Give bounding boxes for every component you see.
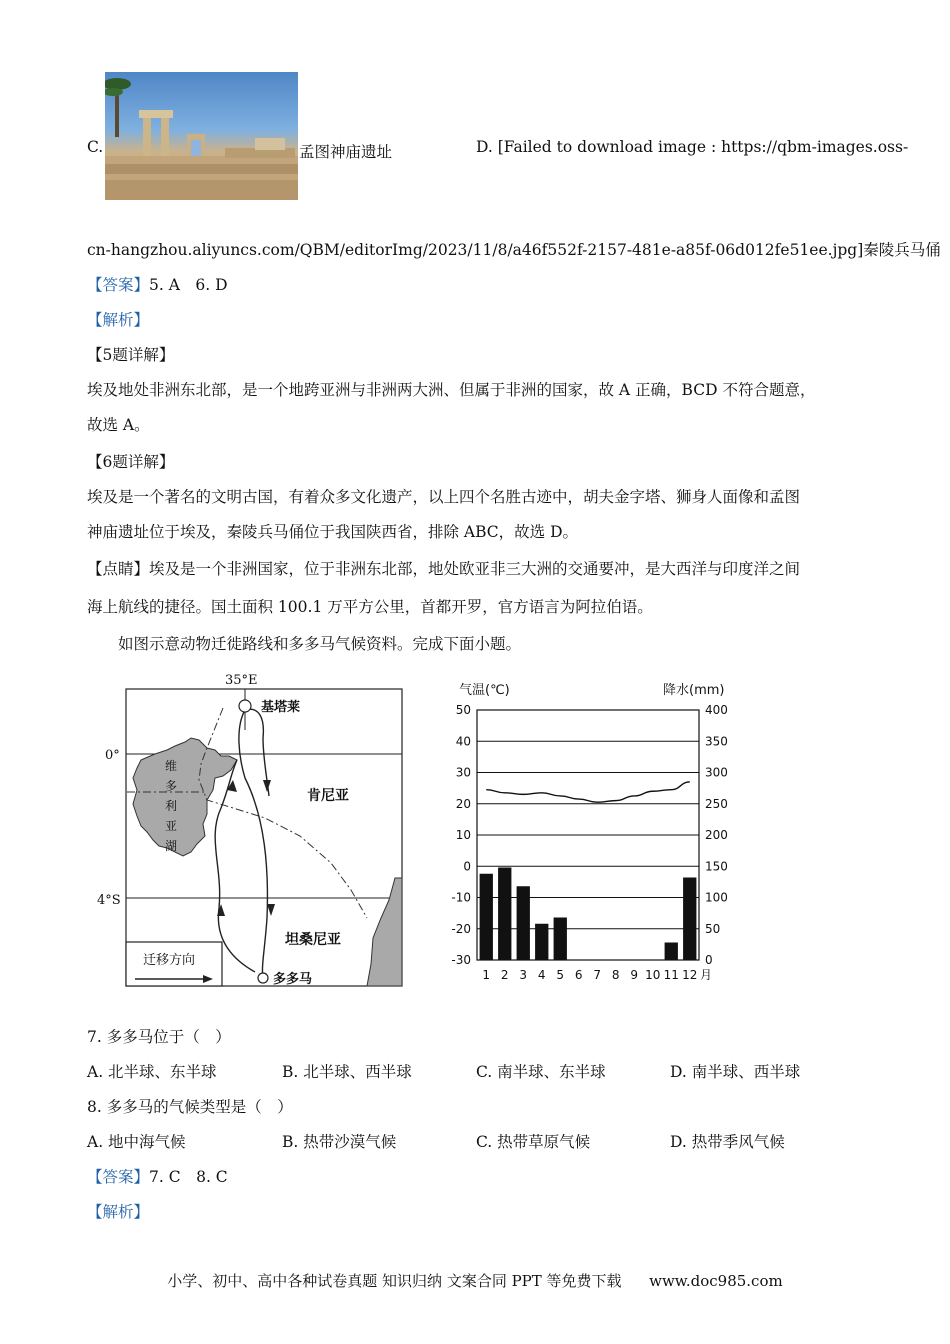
- lake-label-3: 亚: [165, 819, 178, 833]
- q6-line1: 埃及是一个著名的文明古国，有着众多文化遗产，以上四个名胜古迹中，胡夫金字塔、狮身人面像和孟图: [87, 488, 801, 506]
- temp-tick-label: 0: [463, 859, 471, 874]
- q8-option-b: B. 热带沙漠气候: [282, 1133, 397, 1151]
- precip-bar: [665, 943, 678, 961]
- q5-line2: 故选 A。: [87, 416, 150, 434]
- precip-tick-label: 400: [705, 703, 728, 717]
- answer-text: 5. A 6. D: [149, 276, 228, 294]
- precip-tick-label: 350: [705, 734, 728, 749]
- temp-tick-label: 10: [455, 828, 471, 842]
- chart-ylabel: 气温(℃): [459, 683, 510, 698]
- precip-bar: [498, 868, 511, 961]
- tip-line2: 海上航线的捷径。国土面积 100.1 万平方公里，首都开罗，官方语言为阿拉伯语。: [87, 598, 653, 616]
- temp-tick-label: 20: [455, 796, 471, 811]
- chart-y2label: 降水(mm): [663, 683, 725, 698]
- lake-label-4: 湖: [165, 839, 178, 853]
- month-tick-label: 4: [537, 968, 546, 982]
- analysis-tag: 【解析】: [87, 311, 150, 329]
- lon-label: 35°E: [225, 673, 258, 688]
- country-kenya-label: 肯尼亚: [307, 788, 349, 804]
- analysis2-tag: 【解析】: [87, 1203, 150, 1221]
- month-tick-label: 6: [574, 968, 583, 982]
- precip-bar: [480, 874, 493, 960]
- precip-tick-label: 300: [705, 765, 728, 780]
- country-tanzania-label: 坦桑尼亚: [285, 932, 341, 948]
- q5-line1: 埃及地处非洲东北部，是一个地跨亚洲与非洲两大洲、但属于非洲的国家，故 A 正确，BCD 不符合题意，: [87, 381, 816, 399]
- month-tick-label: 2: [500, 968, 509, 982]
- migration-map: [95, 668, 415, 993]
- temple-photo: [105, 72, 298, 200]
- q7-option-b: B. 北半球、西半球: [282, 1063, 412, 1081]
- month-tick-label: 8: [611, 968, 620, 982]
- lat-4s-label: 4°S: [97, 893, 121, 908]
- month-tick-label: 5: [556, 968, 565, 982]
- q8-option-a: A. 地中海气候: [87, 1133, 186, 1151]
- q6-line2: 神庙遗址位于埃及，秦陵兵马俑位于我国陕西省，排除 ABC，故选 D。: [87, 523, 579, 541]
- answer2-text: 7. C 8. C: [149, 1168, 228, 1186]
- precip-bar: [554, 918, 567, 961]
- q5-title: 【5题详解】: [87, 346, 175, 364]
- lake-label-1: 多: [165, 779, 178, 793]
- q8-option-d: D. 热带季风气候: [670, 1133, 785, 1151]
- temp-tick-label: 30: [455, 765, 471, 780]
- precip-tick-label: 200: [705, 828, 728, 842]
- city-dodoma-label: 多多马: [273, 972, 313, 987]
- q7-option-c: C. 南半球、东半球: [476, 1063, 606, 1081]
- option-c-caption: 孟图神庙遗址: [299, 143, 393, 161]
- precip-bar: [535, 924, 548, 960]
- tip-line1: [87, 557, 800, 579]
- month-tick-label: 3: [519, 968, 528, 982]
- precip-tick-label: 50: [705, 921, 721, 936]
- precip-bar: [683, 878, 696, 961]
- temp-tick-label: -30: [451, 953, 471, 967]
- month-tick-label: 7: [593, 968, 602, 982]
- answer-tag: 【答案】: [87, 276, 150, 294]
- city-kitale-label: 基塔莱: [261, 700, 301, 715]
- answer2-tag: 【答案】: [87, 1168, 150, 1186]
- option-d-line2: cn-hangzhou.aliyuncs.com/QBM/editorImg/2023/11/8/a46f552f-2157-481e-a85f-06d012fe51ee.jpg]秦陵兵马俑: [87, 241, 941, 259]
- option-c-letter: C.: [87, 138, 104, 156]
- legend-label: 迁移方向: [143, 953, 196, 968]
- climate-chart: [445, 675, 745, 995]
- precip-tick-label: 100: [705, 890, 728, 905]
- month-tick-label: 9: [630, 968, 639, 982]
- answer-line-1: [87, 273, 228, 295]
- city-dodoma-marker: [258, 973, 268, 983]
- month-tick-label: 12: [682, 968, 698, 982]
- lake-label-0: 维: [165, 759, 178, 773]
- month-tick-label: 11: [663, 968, 679, 982]
- tip-text1: 埃及是一个非洲国家，位于非洲东北部，地处欧亚非三大洲的交通要冲，是大西洋与印度洋之间: [149, 560, 801, 578]
- city-kitale-marker: [239, 700, 251, 712]
- temp-tick-label: 40: [455, 734, 471, 749]
- footer-text: 小学、初中、高中各种试卷真题 知识归纳 文案合同 PPT 等免费下载: [167, 1272, 622, 1290]
- q8-stem: 8. 多多马的气候类型是（ ）: [87, 1098, 293, 1116]
- tip-tag: 【点睛】: [87, 560, 150, 578]
- temperature-line: [486, 782, 690, 802]
- q7-stem: 7. 多多马位于（ ）: [87, 1028, 231, 1046]
- figure-intro: 如图示意动物迁徙路线和多多马气候资料。完成下面小题。: [118, 635, 522, 653]
- month-tick-label: 1: [482, 968, 491, 982]
- lat-0-label: 0°: [105, 748, 120, 763]
- temp-tick-label: -20: [451, 921, 471, 936]
- q7-option-d: D. 南半球、西半球: [670, 1063, 801, 1081]
- temp-tick-label: 50: [455, 703, 471, 717]
- precip-tick-label: 0: [705, 953, 713, 967]
- page-footer: [0, 1270, 950, 1291]
- chart-xlabel: 月: [700, 968, 713, 982]
- footer-site[interactable]: www.doc985.com: [649, 1272, 783, 1290]
- month-tick-label: 10: [645, 968, 661, 982]
- option-d-line1: D. [Failed to download image : https://qbm-images.oss-: [476, 138, 909, 156]
- q6-title: 【6题详解】: [87, 453, 175, 471]
- precip-tick-label: 150: [705, 859, 728, 874]
- answer-line-2: [87, 1165, 228, 1187]
- precip-tick-label: 250: [705, 796, 728, 811]
- lake-label-2: 利: [165, 799, 178, 813]
- temp-tick-label: -10: [451, 890, 471, 905]
- q8-option-c: C. 热带草原气候: [476, 1133, 591, 1151]
- precip-bar: [517, 886, 530, 960]
- q7-option-a: A. 北半球、东半球: [87, 1063, 217, 1081]
